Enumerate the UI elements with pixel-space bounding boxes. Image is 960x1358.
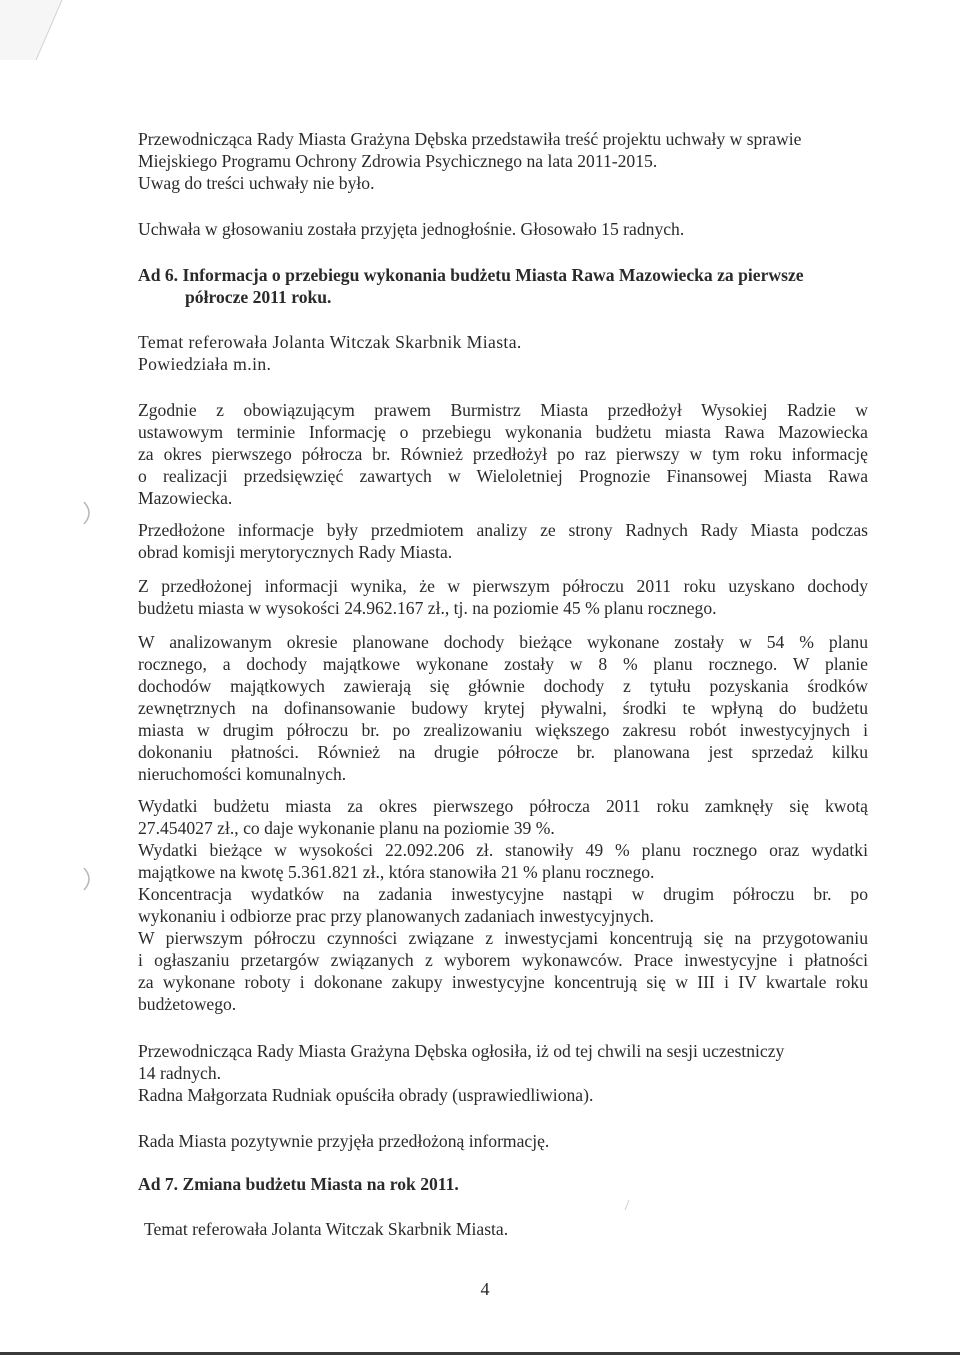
text-line: Mazowiecka.	[138, 488, 233, 508]
text-line: Miejskiego Programu Ochrony Zdrowia Psychicznego na lata 2011-2015.	[138, 151, 658, 171]
stray-mark	[624, 1200, 630, 1210]
paragraph-vote-result	[138, 218, 868, 240]
text-line: ustawowym terminie Informację o przebiegu wykonania budżetu miasta Rawa Mazowiecka	[138, 422, 868, 442]
text-line: Rada Miasta pozytywnie przyjęła przedłożoną informację.	[138, 1131, 550, 1151]
text-line: o realizacji przedsięwzięć zawartych w Wieloletniej Prognozie Finansowej Miasta Rawa	[138, 466, 868, 486]
agenda-item-7-heading	[138, 1173, 868, 1195]
paragraph-revenue	[138, 575, 868, 619]
text-line: za wykonane roboty i dokonane zakupy inwestycyjne koncentrują się w III i IV kwartale roku	[138, 972, 868, 992]
text-line: Temat referowała Jolanta Witczak Skarbnik Miasta.	[138, 332, 522, 352]
punch-hole-mark	[82, 500, 98, 526]
text-line: dochodów majątkowych zawierają się głównie dochody z tytułu pozyskania środków	[138, 676, 868, 696]
text-line: i ogłaszaniu przetargów związanych z wyborem wykonawców. Prace inwestycyjne i płatności	[138, 950, 868, 970]
text-line: rocznego, a dochody majątkowe wykonane zostały w 8 % planu rocznego. W planie	[138, 654, 868, 674]
text-line: Ad 7. Zmiana budżetu Miasta na rok 2011.	[138, 1174, 459, 1194]
text-line: za okres pierwszego półrocza br. Również przedłożył po raz pierwszy w tym roku informację	[138, 444, 868, 464]
page-number: 4	[480, 1279, 490, 1299]
agenda-item-6-heading	[138, 264, 868, 308]
text-line: zewnętrznych na dofinansowanie budowy krytej pływalni, środki te wpłyną do budżetu	[138, 698, 868, 718]
folded-corner-shape	[0, 0, 90, 60]
text-line: W analizowanym okresie planowane dochody bieżące wykonane zostały w 54 % planu	[138, 632, 868, 652]
text-line: dokonaniu płatności. Również na drugie półrocze br. planowana jest sprzedaż kilku	[138, 742, 868, 762]
paragraph-committee-analysis	[138, 519, 868, 563]
text-line: 14 radnych.	[138, 1063, 222, 1083]
text-line: nieruchomości komunalnych.	[138, 764, 347, 784]
punch-hole-mark	[82, 866, 98, 892]
text-line: 27.454027 zł., co daje wykonanie planu na poziomie 39 %.	[138, 818, 555, 838]
text-line: miasta w drugim półroczu br. po zrealizowaniu większego zakresu robót inwestycyjnych i	[138, 720, 868, 740]
text-line: Zgodnie z obowiązującym prawem Burmistrz Miasta przedłożył Wysokiej Radzie w	[138, 400, 868, 420]
text-line: Wydatki budżetu miasta za okres pierwszego półrocza 2011 roku zamknęły się kwotą	[138, 796, 868, 816]
text-line: Koncentracja wydatków na zadania inwestycyjne nastąpi w drugim półroczu br. po	[138, 884, 868, 904]
text-line: W pierwszym półroczu czynności związane z inwestycjami koncentrują się na przygotowaniu	[138, 928, 868, 948]
text-line: Przedłożone informacje były przedmiotem analizy ze strony Radnych Rady Miasta podczas	[138, 520, 868, 540]
text-line: majątkowe na kwotę 5.361.821 zł., która stanowiła 21 % planu rocznego.	[138, 862, 655, 882]
text-line: obrad komisji merytorycznych Rady Miasta.	[138, 542, 453, 562]
paragraph-expenditures	[138, 795, 868, 1015]
paragraph-speaker-2	[144, 1218, 874, 1240]
paragraph-attendance	[138, 1040, 868, 1106]
paragraph-budget-report-submission	[138, 399, 868, 509]
text-line: Z przedłożonej informacji wynika, że w pierwszym półroczu 2011 roku uzyskano dochody	[138, 576, 868, 596]
text-line: Wydatki bieżące w wysokości 22.092.206 zł. stanowiły 49 % planu rocznego oraz wydatki	[138, 840, 868, 860]
text-line: wykonaniu i odbiorze prac przy planowanych zadaniach inwestycyjnych.	[138, 906, 654, 926]
text-line: Temat referowała Jolanta Witczak Skarbnik Miasta.	[144, 1219, 509, 1239]
text-line: budżetowego.	[138, 994, 237, 1014]
text-line: Uwag do treści uchwały nie było.	[138, 173, 375, 193]
text-line: Powiedziała m.in.	[138, 354, 272, 374]
paragraph-revenue-analysis	[138, 631, 868, 785]
text-line: Radna Małgorzata Rudniak opuściła obrady (usprawiedliwiona).	[138, 1085, 594, 1105]
text-line: półrocze 2011 roku.	[185, 287, 332, 307]
text-line: Ad 6. Informacja o przebiegu wykonania budżetu Miasta Rawa Mazowiecka za pierwsze	[138, 265, 804, 285]
paragraph-program-presentation	[138, 128, 868, 194]
paragraph-council-acceptance	[138, 1130, 868, 1152]
paragraph-speaker	[138, 331, 868, 375]
scan-bottom-edge	[0, 1352, 960, 1355]
text-line: Uchwała w głosowaniu została przyjęta jednogłośnie. Głosowało 15 radnych.	[138, 219, 685, 239]
text-line: Przewodnicząca Rady Miasta Grażyna Dębska przedstawiła treść projektu uchwały w sprawie	[138, 129, 802, 149]
text-line: Przewodnicząca Rady Miasta Grażyna Dębska ogłosiła, iż od tej chwili na sesji uczestniczy	[138, 1041, 785, 1061]
text-line: budżetu miasta w wysokości 24.962.167 zł., tj. na poziomie 45 % planu rocznego.	[138, 598, 717, 618]
